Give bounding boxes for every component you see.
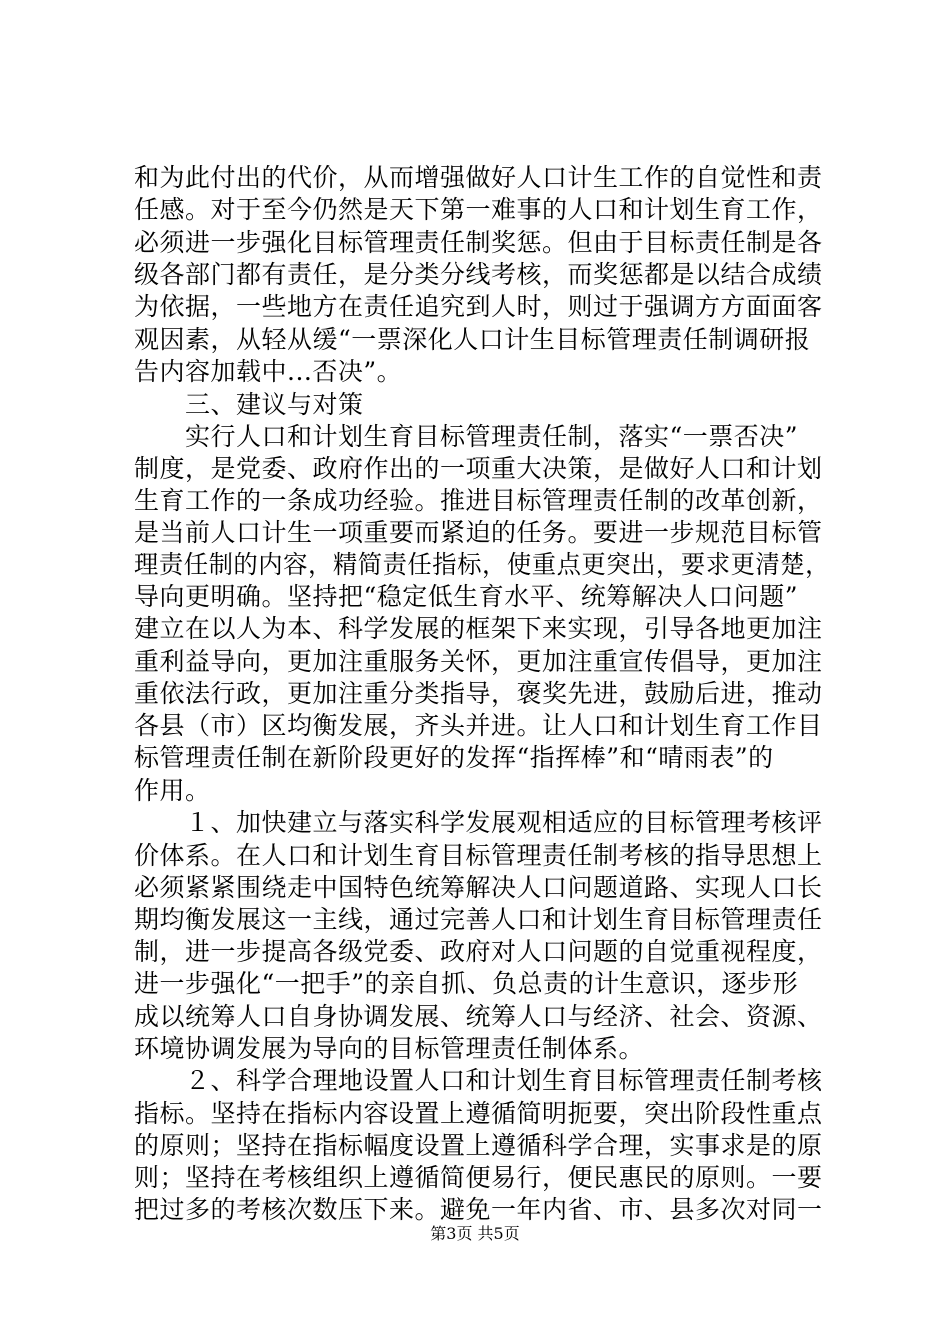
text-line: 三、建议与对策 <box>134 390 364 419</box>
text-line: １、加快建立与落实科学发展观相适应的目标管理考核评 <box>134 808 823 837</box>
text-line: 告内容加载中...否决”。 <box>134 357 403 386</box>
text-line: 级各部门都有责任，是分类分线考核，而奖惩都是以结合成绩 <box>134 260 823 289</box>
text-line: 观因素，从轻从缓“一票深化人口计生目标管理责任制调研报 <box>134 325 811 354</box>
text-line: 价体系。在人口和计划生育目标管理责任制考核的指导思想上 <box>134 841 823 870</box>
text-line: 作用。 <box>134 776 211 805</box>
text-line: 指标。坚持在指标内容设置上遵循简明扼要，突出阶段性重点 <box>134 1099 823 1128</box>
text-line: 为依据，一些地方在责任追究到人时，则过于强调方方面面客 <box>134 292 823 321</box>
page-footer: 第3页 共5页 <box>430 1224 520 1243</box>
text-line: 则；坚持在考核组织上遵循简便易行，便民惠民的原则。一要 <box>134 1163 823 1192</box>
text-line: 成以统筹人口自身协调发展、统筹人口与经济、社会、资源、 <box>134 1002 823 1031</box>
text-line: 建立在以人为本、科学发展的框架下来实现，引导各地更加注 <box>134 614 823 643</box>
text-line: ２、科学合理地设置人口和计划生育目标管理责任制考核 <box>134 1066 823 1095</box>
text-line: 制，进一步提高各级党委、政府对人口问题的自觉重视程度， <box>134 937 823 966</box>
text-line: 和为此付出的代价，从而增强做好人口计生工作的自觉性和责 <box>134 163 823 192</box>
text-line: 制度，是党委、政府作出的一项重大决策，是做好人口和计划 <box>134 454 823 483</box>
text-line: 实行人口和计划生育目标管理责任制，落实“一票否决” <box>134 422 799 451</box>
text-line: 生育工作的一条成功经验。推进目标管理责任制的改革创新， <box>134 486 823 515</box>
text-line: 导向更明确。坚持把“稳定低生育水平、统筹解决人口问题” <box>134 582 799 611</box>
text-line: 是当前人口计生一项重要而紧迫的任务。要进一步规范目标管 <box>134 518 823 547</box>
text-line: 重利益导向，更加注重服务关怀，更加注重宣传倡导，更加注 <box>134 647 823 676</box>
text-line: 标管理责任制在新阶段更好的发挥“指挥棒”和“晴雨表”的 <box>134 743 774 772</box>
text-line: 必须进一步强化目标管理责任制奖惩。但由于目标责任制是各 <box>134 228 823 257</box>
text-line: 环境协调发展为导向的目标管理责任制体系。 <box>134 1034 645 1063</box>
text-line: 把过多的考核次数压下来。避免一年内省、市、县多次对同一 <box>134 1195 823 1224</box>
text-line: 的原则；坚持在指标幅度设置上遵循科学合理，实事求是的原 <box>134 1131 823 1160</box>
text-line: 任感。对于至今仍然是天下第一难事的人口和计划生育工作， <box>134 195 823 224</box>
text-line: 理责任制的内容，精简责任指标，使重点更突出，要求更清楚， <box>134 550 831 579</box>
text-line: 期均衡发展这一主线，通过完善人口和计划生育目标管理责任 <box>134 905 823 934</box>
text-line: 进一步强化“一把手”的亲自抓、负总责的计生意识，逐步形 <box>134 969 799 998</box>
text-line: 重依法行政，更加注重分类指导，褒奖先进，鼓励后进，推动 <box>134 679 823 708</box>
text-line: 各县（市）区均衡发展，齐头并进。让人口和计划生育工作目 <box>134 711 823 740</box>
text-line: 必须紧紧围绕走中国特色统筹解决人口问题道路、实现人口长 <box>134 873 823 902</box>
